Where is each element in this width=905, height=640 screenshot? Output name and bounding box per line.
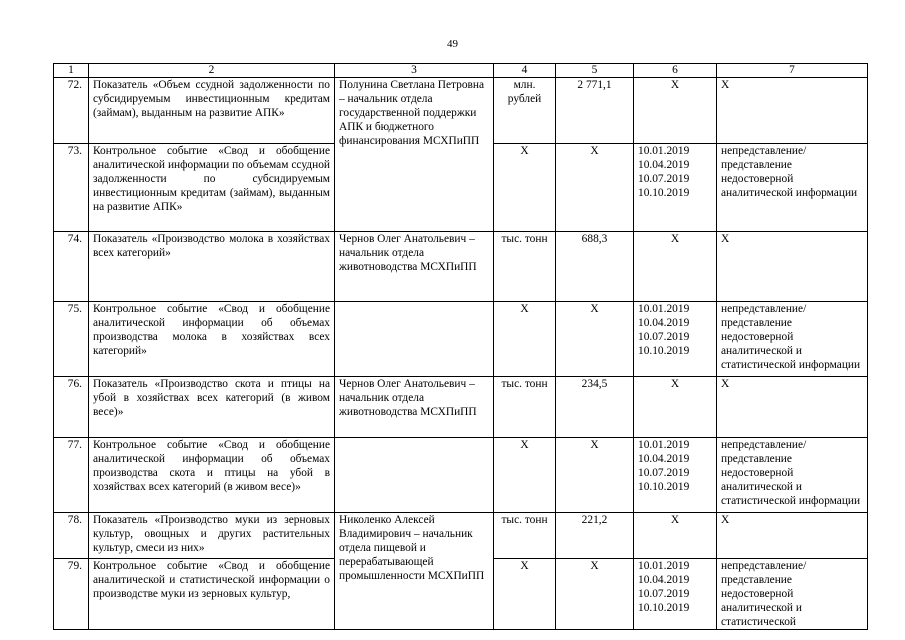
header-col-4: 4 [494, 64, 556, 78]
row-value: 221,2 [556, 513, 634, 559]
control-events-table [53, 63, 868, 630]
header-col-6: 6 [634, 64, 717, 78]
row-value: 234,5 [556, 377, 634, 438]
row-responsible: Полунина Светлана Петровна – начальник отдела государственной поддержки АПК и бюджетного финансирования МСХПиПП [335, 78, 494, 232]
header-col-3: 3 [335, 64, 494, 78]
row-responsible [335, 438, 494, 513]
row-responsible: Чернов Олег Анатольевич – начальник отдела животноводства МСХПиПП [335, 232, 494, 302]
row-unit: Х [494, 438, 556, 513]
row-unit: млн. рублей [494, 78, 556, 144]
row-name: Контрольное событие «Свод и обобщение аналитической информации об объемах производства скота и птицы на убой в хозяйствах всех категорий (в живом весе)» [89, 438, 335, 513]
row-number: 77. [54, 438, 89, 513]
row-number: 74. [54, 232, 89, 302]
row-responsible: Николенко Алексей Владимирович – начальник отдела пищевой и перерабатывающей промышленности МСХПиПП [335, 513, 494, 630]
row-value: Х [556, 144, 634, 232]
row-name: Контрольное событие «Свод и обобщение аналитической и статистической информации о производстве муки из зерновых культур, [89, 559, 335, 630]
row-value: 688,3 [556, 232, 634, 302]
row-info: Х [717, 78, 868, 144]
row-number: 73. [54, 144, 89, 232]
row-info: непредставление/представление недостоверной аналитической и статистической [717, 559, 868, 630]
row-info: Х [717, 377, 868, 438]
row-dates: 10.01.2019 10.04.2019 10.07.2019 10.10.2019 [634, 438, 717, 513]
row-value: Х [556, 559, 634, 630]
row-name: Показатель «Производство муки из зерновых культур, овощных и других растительных культур, смеси из них» [89, 513, 335, 559]
row-info: непредставление/представление недостоверной аналитической информации [717, 144, 868, 232]
table-row [54, 302, 868, 377]
row-number: 76. [54, 377, 89, 438]
row-name: Показатель «Производство скота и птицы на убой в хозяйствах всех категорий (в живом весе)» [89, 377, 335, 438]
row-info: Х [717, 232, 868, 302]
header-col-1: 1 [54, 64, 89, 78]
row-dates: 10.01.2019 10.04.2019 10.07.2019 10.10.2019 [634, 559, 717, 630]
row-dates: Х [634, 377, 717, 438]
row-dates: Х [634, 513, 717, 559]
header-col-5: 5 [556, 64, 634, 78]
header-col-2: 2 [89, 64, 335, 78]
row-info: непредставление/представление недостоверной аналитической и статистической информации [717, 302, 868, 377]
table-row [54, 438, 868, 513]
page-number: 49 [447, 38, 458, 50]
row-info: Х [717, 513, 868, 559]
table-row [54, 377, 868, 438]
row-dates: 10.01.2019 10.04.2019 10.07.2019 10.10.2019 [634, 302, 717, 377]
row-value: 2 771,1 [556, 78, 634, 144]
row-name: Контрольное событие «Свод и обобщение аналитической информации об объемах производства молока в хозяйствах всех категорий» [89, 302, 335, 377]
table-row [54, 232, 868, 302]
row-dates: Х [634, 232, 717, 302]
row-value: Х [556, 438, 634, 513]
row-name: Показатель «Объем ссудной задолженности по субсидируемым инвестиционным кредитам (займам), выданным на развитие АПК» [89, 78, 335, 144]
row-unit: тыс. тонн [494, 513, 556, 559]
row-responsible: Чернов Олег Анатольевич – начальник отдела животноводства МСХПиПП [335, 377, 494, 438]
row-unit: тыс. тонн [494, 232, 556, 302]
row-unit: Х [494, 302, 556, 377]
row-unit: Х [494, 559, 556, 630]
header-row [54, 64, 868, 78]
header-col-7: 7 [717, 64, 868, 78]
row-number: 75. [54, 302, 89, 377]
row-dates: Х [634, 78, 717, 144]
row-dates: 10.01.2019 10.04.2019 10.07.2019 10.10.2019 [634, 144, 717, 232]
table-row [54, 513, 868, 559]
row-value: Х [556, 302, 634, 377]
row-name: Контрольное событие «Свод и обобщение аналитической информации по объемам ссудной задолженности по субсидируемым инвестиционным кредитам (займам), выданным на развитие АПК» [89, 144, 335, 232]
row-number: 72. [54, 78, 89, 144]
row-unit: Х [494, 144, 556, 232]
table-row [54, 78, 868, 144]
row-name: Показатель «Производство молока в хозяйствах всех категорий» [89, 232, 335, 302]
row-unit: тыс. тонн [494, 377, 556, 438]
row-responsible [335, 302, 494, 377]
row-number: 78. [54, 513, 89, 559]
row-number: 79. [54, 559, 89, 630]
row-info: непредставление/представление недостоверной аналитической и статистической информации [717, 438, 868, 513]
